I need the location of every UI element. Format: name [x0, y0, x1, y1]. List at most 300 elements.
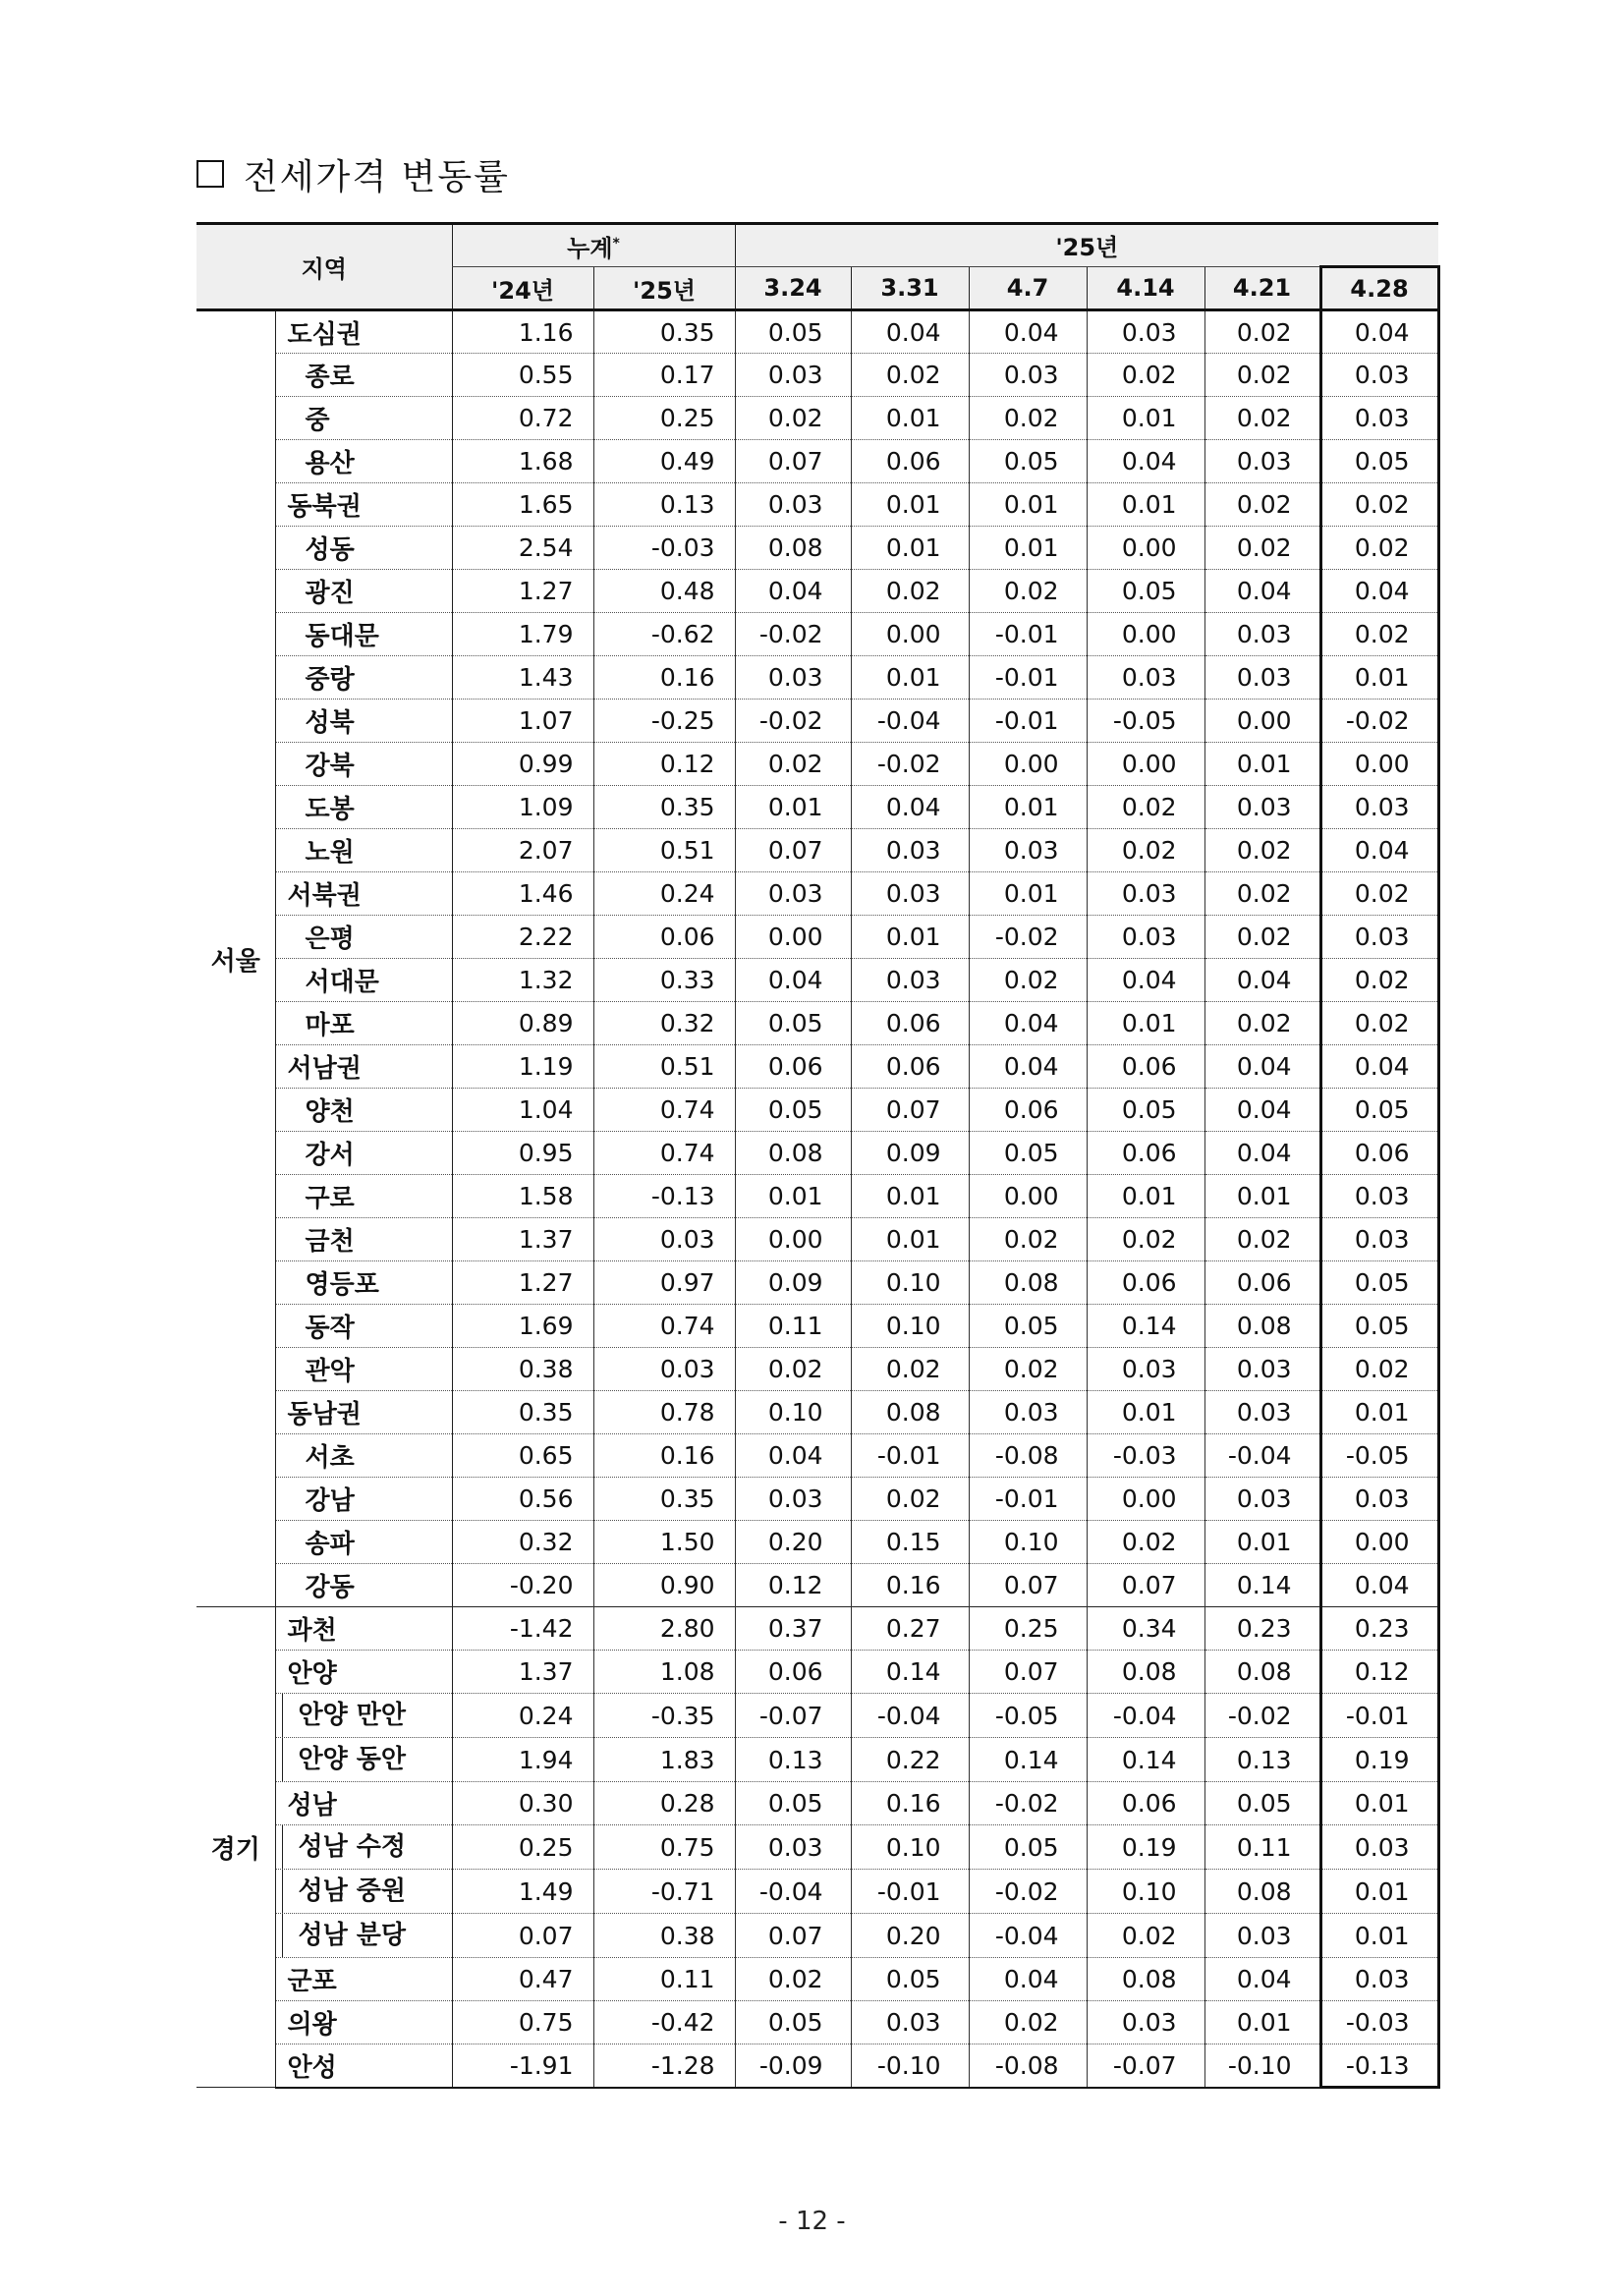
region-name: 강남	[275, 1478, 452, 1521]
value-cell: 0.04	[1320, 1564, 1438, 1607]
value-cell: 0.03	[1320, 1958, 1438, 2001]
region-name: 종로	[275, 354, 452, 397]
value-cell: 0.35	[452, 1391, 593, 1434]
value-cell: -0.03	[1320, 2001, 1438, 2044]
value-cell: 0.37	[735, 1607, 851, 1651]
value-cell: -0.01	[851, 1434, 969, 1478]
value-cell: 0.01	[1320, 656, 1438, 700]
value-cell: 0.01	[969, 786, 1087, 829]
region-name	[275, 1914, 452, 1958]
region-name: 양천	[275, 1089, 452, 1132]
page-number: - 12 -	[778, 2207, 846, 2236]
value-cell: 0.02	[969, 1218, 1087, 1261]
value-cell: 0.01	[1204, 1175, 1320, 1218]
value-cell: 0.05	[1320, 1261, 1438, 1305]
value-cell: -0.04	[851, 700, 969, 743]
region-header: 지역	[196, 224, 452, 310]
value-cell: 0.02	[735, 743, 851, 786]
value-cell: 0.08	[735, 1132, 851, 1175]
value-cell: 1.16	[452, 310, 593, 354]
table-row	[196, 1478, 1438, 1521]
region-name: 광진	[275, 570, 452, 613]
value-cell: 0.74	[593, 1132, 735, 1175]
table-row	[196, 1175, 1438, 1218]
value-cell: -0.03	[593, 527, 735, 570]
value-cell: 0.01	[1087, 1175, 1204, 1218]
value-cell: -0.08	[969, 1434, 1087, 1478]
value-cell: 1.68	[452, 440, 593, 483]
value-cell: 0.02	[1204, 1218, 1320, 1261]
region-name: 서북권	[275, 872, 452, 916]
value-cell: 0.35	[593, 786, 735, 829]
table-row	[196, 1348, 1438, 1391]
value-cell: 0.03	[1087, 916, 1204, 959]
value-cell: 0.09	[851, 1132, 969, 1175]
value-cell: 0.17	[593, 354, 735, 397]
value-cell: 0.04	[1087, 959, 1204, 1002]
value-cell: 0.02	[969, 959, 1087, 1002]
value-cell: 0.03	[1320, 1175, 1438, 1218]
week-col-header: 4.21	[1204, 267, 1320, 310]
value-cell: 0.06	[735, 1045, 851, 1089]
value-cell: 0.78	[593, 1391, 735, 1434]
value-cell: 0.03	[1320, 786, 1438, 829]
value-cell: 0.24	[452, 1694, 593, 1738]
section-heading	[196, 147, 510, 200]
value-cell: 0.04	[851, 310, 969, 354]
value-cell: 0.16	[593, 1434, 735, 1478]
value-cell: -0.01	[969, 613, 1087, 656]
value-cell: -0.02	[851, 743, 969, 786]
table-row	[196, 570, 1438, 613]
table-row	[196, 1825, 1438, 1870]
table-row	[196, 1782, 1438, 1825]
value-cell: 0.00	[969, 1175, 1087, 1218]
value-cell: 0.07	[969, 1564, 1087, 1607]
table-row	[196, 1738, 1438, 1782]
value-cell: 0.01	[851, 483, 969, 527]
value-cell: 0.03	[1087, 1348, 1204, 1391]
value-cell: 0.06	[851, 1002, 969, 1045]
table-row	[196, 397, 1438, 440]
value-cell: 0.75	[452, 2001, 593, 2044]
table-row	[196, 483, 1438, 527]
value-cell: 0.35	[593, 1478, 735, 1521]
value-cell: 0.12	[735, 1564, 851, 1607]
week-col-header: 3.31	[851, 267, 969, 310]
value-cell: 0.02	[969, 2001, 1087, 2044]
value-cell: -0.05	[1087, 700, 1204, 743]
table-row	[196, 1651, 1438, 1694]
value-cell: 0.01	[735, 1175, 851, 1218]
value-cell: 0.02	[1320, 1348, 1438, 1391]
region-name: 강북	[275, 743, 452, 786]
value-cell: 0.00	[1320, 743, 1438, 786]
value-cell: -0.02	[969, 1870, 1087, 1914]
value-cell: 0.55	[452, 354, 593, 397]
value-cell: 0.75	[593, 1825, 735, 1870]
region-name: 안성	[275, 2044, 452, 2088]
value-cell: 1.79	[452, 613, 593, 656]
region-name: 안양	[275, 1651, 452, 1694]
region-name: 성동	[275, 527, 452, 570]
value-cell: 0.74	[593, 1305, 735, 1348]
table-row	[196, 1132, 1438, 1175]
value-cell: 0.47	[452, 1958, 593, 2001]
value-cell: 2.22	[452, 916, 593, 959]
value-cell: -0.02	[1320, 700, 1438, 743]
cumulative-col-header: '25년	[593, 267, 735, 310]
value-cell: 0.02	[1087, 1914, 1204, 1958]
value-cell: 0.03	[1320, 1825, 1438, 1870]
value-cell: 0.25	[969, 1607, 1087, 1651]
value-cell: -1.91	[452, 2044, 593, 2088]
value-cell: 0.08	[1204, 1870, 1320, 1914]
value-cell: 0.05	[969, 1305, 1087, 1348]
value-cell: -0.01	[851, 1870, 969, 1914]
value-cell: 0.06	[851, 1045, 969, 1089]
value-cell: 1.83	[593, 1738, 735, 1782]
value-cell: 1.07	[452, 700, 593, 743]
value-cell: 0.03	[1204, 1391, 1320, 1434]
value-cell: -0.04	[969, 1914, 1087, 1958]
value-cell: 0.34	[1087, 1607, 1204, 1651]
value-cell: 0.03	[735, 872, 851, 916]
value-cell: 0.03	[1087, 656, 1204, 700]
table-row	[196, 700, 1438, 743]
value-cell: 0.03	[851, 829, 969, 872]
value-cell: 0.00	[1087, 743, 1204, 786]
value-cell: 0.65	[452, 1434, 593, 1478]
value-cell: 0.19	[1087, 1825, 1204, 1870]
value-cell: 0.04	[1087, 440, 1204, 483]
region-name	[275, 1825, 452, 1870]
value-cell: 0.03	[969, 829, 1087, 872]
value-cell: 0.04	[735, 1434, 851, 1478]
value-cell: 1.37	[452, 1651, 593, 1694]
table-row	[196, 310, 1438, 354]
value-cell: 0.05	[969, 1825, 1087, 1870]
region-name: 서남권	[275, 1045, 452, 1089]
value-cell: 0.06	[1087, 1261, 1204, 1305]
value-cell: 0.07	[1087, 1564, 1204, 1607]
region-name: 동대문	[275, 613, 452, 656]
value-cell: 0.01	[1204, 743, 1320, 786]
value-cell: 0.14	[1087, 1305, 1204, 1348]
value-cell: 0.03	[851, 872, 969, 916]
value-cell: 1.19	[452, 1045, 593, 1089]
value-cell: 0.01	[851, 1175, 969, 1218]
value-cell: 0.08	[735, 527, 851, 570]
value-cell: 0.90	[593, 1564, 735, 1607]
region-name: 영등포	[275, 1261, 452, 1305]
value-cell: 0.01	[1320, 1782, 1438, 1825]
value-cell: 0.95	[452, 1132, 593, 1175]
value-cell: 0.10	[1087, 1870, 1204, 1914]
table-row	[196, 1045, 1438, 1089]
value-cell: 0.05	[1320, 1089, 1438, 1132]
value-cell: 0.01	[851, 656, 969, 700]
value-cell: -0.02	[735, 700, 851, 743]
value-cell: 0.04	[1320, 310, 1438, 354]
value-cell: 0.02	[1087, 1521, 1204, 1564]
value-cell: 0.08	[1204, 1651, 1320, 1694]
value-cell: 0.05	[735, 1782, 851, 1825]
value-cell: 0.06	[851, 440, 969, 483]
region-name: 군포	[275, 1958, 452, 2001]
value-cell: 0.05	[1320, 440, 1438, 483]
value-cell: 0.06	[1320, 1132, 1438, 1175]
week-col-header: 4.28	[1320, 267, 1438, 310]
value-cell: 0.49	[593, 440, 735, 483]
value-cell: 0.08	[969, 1261, 1087, 1305]
value-cell: 0.05	[735, 2001, 851, 2044]
value-cell: 1.65	[452, 483, 593, 527]
region-name: 과천	[275, 1607, 452, 1651]
value-cell: 0.16	[593, 656, 735, 700]
value-cell: 0.04	[1204, 1958, 1320, 2001]
region-name: 금천	[275, 1218, 452, 1261]
value-cell: 0.10	[735, 1391, 851, 1434]
value-cell: -0.01	[969, 656, 1087, 700]
value-cell: 0.02	[1087, 786, 1204, 829]
value-cell: 0.07	[851, 1089, 969, 1132]
week-col-header: 4.7	[969, 267, 1087, 310]
value-cell: 0.16	[851, 1782, 969, 1825]
value-cell: 0.01	[851, 916, 969, 959]
value-cell: 0.06	[969, 1089, 1087, 1132]
value-cell: 0.01	[1204, 2001, 1320, 2044]
value-cell: 0.04	[969, 1002, 1087, 1045]
value-cell: 0.05	[969, 1132, 1087, 1175]
value-cell: 0.04	[735, 570, 851, 613]
value-cell: 0.01	[851, 1218, 969, 1261]
value-cell: 0.14	[1087, 1738, 1204, 1782]
value-cell: 0.00	[1087, 613, 1204, 656]
table-row	[196, 1002, 1438, 1045]
region-name	[275, 1694, 452, 1738]
value-cell: 0.04	[1204, 1045, 1320, 1089]
region-name: 은평	[275, 916, 452, 959]
value-cell: 0.11	[735, 1305, 851, 1348]
value-cell: 0.05	[851, 1958, 969, 2001]
table-row	[196, 2044, 1438, 2088]
value-cell: 0.32	[452, 1521, 593, 1564]
value-cell: 0.03	[735, 656, 851, 700]
value-cell: 0.12	[593, 743, 735, 786]
value-cell: 0.25	[593, 397, 735, 440]
value-cell: -0.10	[851, 2044, 969, 2088]
value-cell: -1.28	[593, 2044, 735, 2088]
value-cell: 0.19	[1320, 1738, 1438, 1782]
region-name: 관악	[275, 1348, 452, 1391]
value-cell: 0.97	[593, 1261, 735, 1305]
value-cell: 0.03	[1204, 1348, 1320, 1391]
value-cell: 0.07	[969, 1651, 1087, 1694]
value-cell: 0.00	[1320, 1521, 1438, 1564]
value-cell: 0.38	[452, 1348, 593, 1391]
value-cell: 0.03	[1320, 397, 1438, 440]
value-cell: 0.02	[851, 1478, 969, 1521]
value-cell: 0.04	[969, 1958, 1087, 2001]
value-cell: 0.30	[452, 1782, 593, 1825]
value-cell: -1.42	[452, 1607, 593, 1651]
value-cell: 0.16	[851, 1564, 969, 1607]
value-cell: 0.01	[851, 397, 969, 440]
value-cell: 0.14	[1204, 1564, 1320, 1607]
region-name: 노원	[275, 829, 452, 872]
region-name-text: 안양 만안	[282, 1694, 452, 1737]
value-cell: 0.08	[1204, 1305, 1320, 1348]
province-label: 서울	[196, 310, 275, 1607]
value-cell: -0.13	[1320, 2044, 1438, 2088]
value-cell: 0.09	[735, 1261, 851, 1305]
value-cell: 0.02	[1320, 613, 1438, 656]
value-cell: 0.51	[593, 1045, 735, 1089]
value-cell: 0.02	[969, 397, 1087, 440]
value-cell: 0.02	[1204, 527, 1320, 570]
value-cell: 0.02	[735, 397, 851, 440]
table-row	[196, 527, 1438, 570]
value-cell: 0.23	[1204, 1607, 1320, 1651]
province-label: 경기	[196, 1607, 275, 2088]
value-cell: 0.06	[735, 1651, 851, 1694]
region-name: 동남권	[275, 1391, 452, 1434]
cumulative-header: 누계*	[452, 224, 735, 267]
value-cell: 0.02	[1204, 872, 1320, 916]
value-cell: -0.02	[735, 613, 851, 656]
value-cell: 0.01	[1087, 397, 1204, 440]
region-name: 동북권	[275, 483, 452, 527]
value-cell: 0.03	[1320, 1478, 1438, 1521]
value-cell: 1.27	[452, 570, 593, 613]
value-cell: 0.04	[1204, 959, 1320, 1002]
value-cell: 0.00	[1204, 700, 1320, 743]
value-cell: 0.22	[851, 1738, 969, 1782]
value-cell: -0.35	[593, 1694, 735, 1738]
table-row	[196, 1089, 1438, 1132]
value-cell: 0.03	[1320, 1218, 1438, 1261]
value-cell: -0.02	[969, 1782, 1087, 1825]
value-cell: 0.05	[1320, 1305, 1438, 1348]
region-name: 도심권	[275, 310, 452, 354]
value-cell: 0.02	[1087, 829, 1204, 872]
region-name: 성남	[275, 1782, 452, 1825]
table-row	[196, 440, 1438, 483]
value-cell: 0.10	[851, 1825, 969, 1870]
value-cell: 0.05	[1087, 570, 1204, 613]
value-cell: 0.01	[1087, 1002, 1204, 1045]
value-cell: -0.62	[593, 613, 735, 656]
value-cell: 0.23	[1320, 1607, 1438, 1651]
value-cell: 0.27	[851, 1607, 969, 1651]
value-cell: 0.00	[735, 916, 851, 959]
value-cell: 0.20	[851, 1914, 969, 1958]
table-row	[196, 1914, 1438, 1958]
value-cell: 0.02	[1320, 483, 1438, 527]
value-cell: 0.01	[1087, 1391, 1204, 1434]
value-cell: 0.02	[851, 1348, 969, 1391]
value-cell: 0.02	[1087, 1218, 1204, 1261]
value-cell: 1.46	[452, 872, 593, 916]
value-cell: 0.00	[1087, 1478, 1204, 1521]
table-row	[196, 354, 1438, 397]
value-cell: 1.94	[452, 1738, 593, 1782]
region-name: 중랑	[275, 656, 452, 700]
value-cell: 2.80	[593, 1607, 735, 1651]
value-cell: 1.50	[593, 1521, 735, 1564]
table-row	[196, 1305, 1438, 1348]
region-name-text: 성남 수정	[282, 1825, 452, 1869]
value-cell: 0.03	[735, 483, 851, 527]
cumulative-col-header: '24년	[452, 267, 593, 310]
value-cell: 0.35	[593, 310, 735, 354]
table-row	[196, 1261, 1438, 1305]
value-cell: 0.03	[593, 1348, 735, 1391]
value-cell: 1.08	[593, 1651, 735, 1694]
value-cell: 0.01	[1320, 1391, 1438, 1434]
value-cell: 0.04	[1204, 570, 1320, 613]
value-cell: 0.03	[1204, 440, 1320, 483]
week-col-header: 3.24	[735, 267, 851, 310]
value-cell: 0.14	[969, 1738, 1087, 1782]
value-cell: 0.04	[969, 310, 1087, 354]
value-cell: 0.08	[1087, 1651, 1204, 1694]
value-cell: 0.01	[969, 872, 1087, 916]
weekly-group-header: '25년	[735, 224, 1438, 267]
value-cell: 0.74	[593, 1089, 735, 1132]
table-row	[196, 1958, 1438, 2001]
value-cell: -0.04	[735, 1870, 851, 1914]
value-cell: 0.07	[735, 440, 851, 483]
region-name: 송파	[275, 1521, 452, 1564]
value-cell: 0.05	[1087, 1089, 1204, 1132]
value-cell: -0.71	[593, 1870, 735, 1914]
value-cell: 0.05	[969, 440, 1087, 483]
value-cell: -0.03	[1087, 1434, 1204, 1478]
value-cell: 0.03	[735, 1478, 851, 1521]
value-cell: 0.08	[851, 1391, 969, 1434]
value-cell: 2.07	[452, 829, 593, 872]
value-cell: -0.20	[452, 1564, 593, 1607]
value-cell: 0.00	[735, 1218, 851, 1261]
value-cell: -0.02	[1204, 1694, 1320, 1738]
value-cell: 0.03	[1087, 2001, 1204, 2044]
value-cell: 0.02	[1204, 1002, 1320, 1045]
region-name: 마포	[275, 1002, 452, 1045]
value-cell: 0.06	[593, 916, 735, 959]
value-cell: 0.06	[1087, 1045, 1204, 1089]
value-cell: 0.03	[1320, 916, 1438, 959]
value-cell: 0.14	[851, 1651, 969, 1694]
value-cell: -0.25	[593, 700, 735, 743]
week-col-header: 4.14	[1087, 267, 1204, 310]
region-name: 서대문	[275, 959, 452, 1002]
region-name: 강동	[275, 1564, 452, 1607]
value-cell: -0.04	[1204, 1434, 1320, 1478]
value-cell: 0.01	[969, 527, 1087, 570]
value-cell: -0.09	[735, 2044, 851, 2088]
value-cell: 0.48	[593, 570, 735, 613]
table-row	[196, 1521, 1438, 1564]
value-cell: 0.72	[452, 397, 593, 440]
region-name	[275, 1738, 452, 1782]
table-row	[196, 959, 1438, 1002]
value-cell: 0.02	[735, 1348, 851, 1391]
value-cell: 0.28	[593, 1782, 735, 1825]
value-cell: 0.32	[593, 1002, 735, 1045]
value-cell: 0.06	[1087, 1782, 1204, 1825]
